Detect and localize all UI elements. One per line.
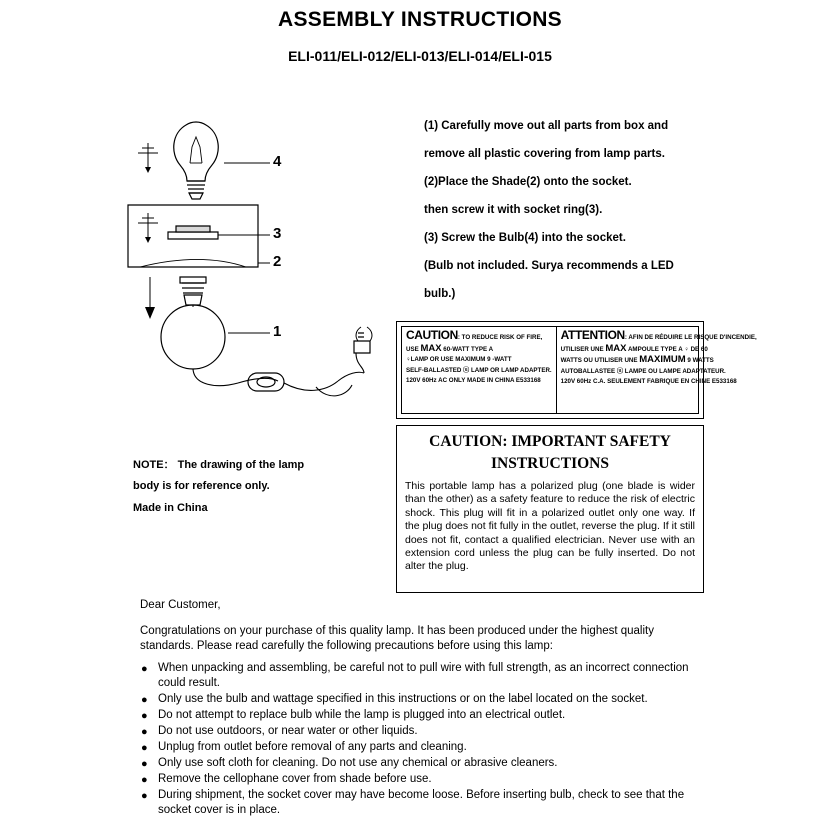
list-item-text: Only use soft cloth for cleaning. Do not use any chemical or abrasive cleaners. (158, 756, 558, 769)
callout-number-2: 2 (273, 253, 282, 270)
attention-line2-pre: UTILISER UNE (560, 345, 606, 353)
attention-line4: AUTOBALLASTEE ⓤ LAMPE OU LAMPE ADAPTATEUR. (560, 367, 726, 375)
safety-instructions-box (396, 425, 704, 593)
list-item (140, 708, 700, 723)
list-item (140, 724, 700, 739)
bullet-icon: ● (141, 789, 148, 802)
note-line-2: body is for reference only. (133, 480, 270, 492)
letter-intro: Congratulations on your purchase of this quality lamp. It has been produced under the highest quality standards. Please read carefully the following precautions before using this lamp: (140, 624, 654, 652)
letter-salutation: Dear Customer, (140, 599, 221, 611)
list-item-text: Unplug from outlet before removal of any parts and cleaning. (158, 740, 467, 753)
caution-label-english (402, 327, 557, 413)
caution-line3: ♀LAMP OR USE MAXIMUM 9 -WATT (406, 356, 512, 363)
made-in-china: Made in China (133, 502, 208, 514)
list-item-text: Do not use outdoors, or near water or other liquids. (158, 724, 418, 737)
list-item-text: When unpacking and assembling, be careful not to pull wire with full strength, as an incorrect connection could result. (158, 661, 689, 689)
step-line: then screw it with socket ring(3). (424, 204, 603, 216)
caution-label-french (557, 327, 761, 413)
bilingual-caution-label (396, 321, 757, 419)
attention-line3-post: 9 WATTS (685, 357, 714, 364)
caution-line5-pre: 120V 60Hz AC ONLY MADE IN CHINA (406, 377, 516, 384)
attention-heading-tail: : AFIN DE RÉDUIRE LE RISQUE D'INCENDIE, (624, 334, 757, 341)
model-numbers: ELI-011/ELI-012/ELI-013/ELI-014/ELI-015 (288, 48, 552, 64)
assembly-steps (424, 112, 694, 308)
list-item (140, 756, 700, 771)
list-item (140, 772, 700, 787)
safety-body-text: This portable lamp has a polarized plug (one blade is wider than the other) as a safety feature to reduce the risk of electric shock. This plug will fit in a polarized outlet only one way. If the plug does not fit fully in the outlet, reverse the plug. If it still does not fit, contact a qualified electrician. Never use with an extension cord unless the plug can be fully inserted. Do not alter the plug. (405, 480, 695, 573)
attention-line2-post: AMPOULE TYPE A ♀ DE 60 (626, 345, 708, 353)
step-line: (1) Carefully move out all parts from box and (424, 120, 669, 132)
caution-max: MAX (420, 342, 442, 354)
attention-heading: ATTENTION (560, 328, 625, 342)
bullet-icon: ● (141, 773, 148, 786)
list-item (140, 661, 700, 691)
list-item (140, 740, 700, 755)
callout-number-1: 1 (273, 323, 282, 340)
customer-letter (140, 598, 700, 819)
attention-maximum: MAXIMUM (639, 354, 686, 365)
precautions-list (140, 661, 700, 818)
caution-line4: SELF-BALLASTED ⓤ LAMP OR LAMP ADAPTER. (406, 366, 552, 374)
list-item-text: Remove the cellophane cover from shade before use. (158, 772, 432, 785)
lamp-assembly-diagram (120, 105, 410, 435)
bullet-icon: ● (141, 709, 148, 722)
attention-max: MAX (605, 342, 627, 354)
step-line: (3) Screw the Bulb(4) into the socket. (424, 232, 626, 244)
attention-line5-pre: 120V 60Hz C.A. SEULEMENT FABRIQUE EN CHINE (560, 378, 712, 385)
step-line: bulb.) (424, 288, 456, 300)
caution-line2-post: 60-WATT TYPE A (441, 345, 494, 353)
bullet-icon: ● (141, 725, 148, 738)
drawing-note (133, 455, 383, 497)
bullet-icon: ● (141, 741, 148, 754)
step-line: (Bulb not included. Surya recommends a LED (424, 260, 674, 272)
list-item-text: Do not attempt to replace bulb while the lamp is plugged into an electrical outlet. (158, 708, 566, 721)
page-title: ASSEMBLY INSTRUCTIONS (277, 8, 562, 31)
list-item (140, 692, 700, 707)
list-item-text: Only use the bulb and wattage specified in this instructions or on the label located on the socket. (158, 692, 648, 705)
list-item-text: During shipment, the socket cover may have become loose. Before inserting bulb, check to see that the socket cover is in place. (158, 788, 685, 816)
caution-ul-code: E533168 (515, 377, 541, 384)
caution-line2-pre: USE (406, 345, 421, 353)
caution-heading: CAUTION (406, 328, 458, 342)
attention-line3-pre: WATTS OU UTILISER UNE (560, 357, 640, 364)
callout-number-4: 4 (273, 153, 282, 170)
bullet-icon: ● (141, 757, 148, 770)
safety-title-line-1: CAUTION: IMPORTANT SAFETY (429, 433, 671, 450)
safety-title-line-2: INSTRUCTIONS (490, 455, 609, 472)
caution-heading-tail: : TO REDUCE RISK OF FIRE, (457, 334, 543, 341)
attention-ul-code: E533168 (711, 378, 737, 385)
step-line: (2)Place the Shade(2) onto the socket. (424, 176, 632, 188)
callout-number-3: 3 (273, 225, 282, 242)
bullet-icon: ● (141, 693, 148, 706)
lamp-diagram-svg (120, 105, 410, 435)
note-line-1: NOTE： The drawing of the lamp (133, 459, 305, 471)
bullet-icon: ● (141, 662, 148, 675)
list-item (140, 788, 700, 818)
step-line: remove all plastic covering from lamp parts. (424, 148, 665, 160)
